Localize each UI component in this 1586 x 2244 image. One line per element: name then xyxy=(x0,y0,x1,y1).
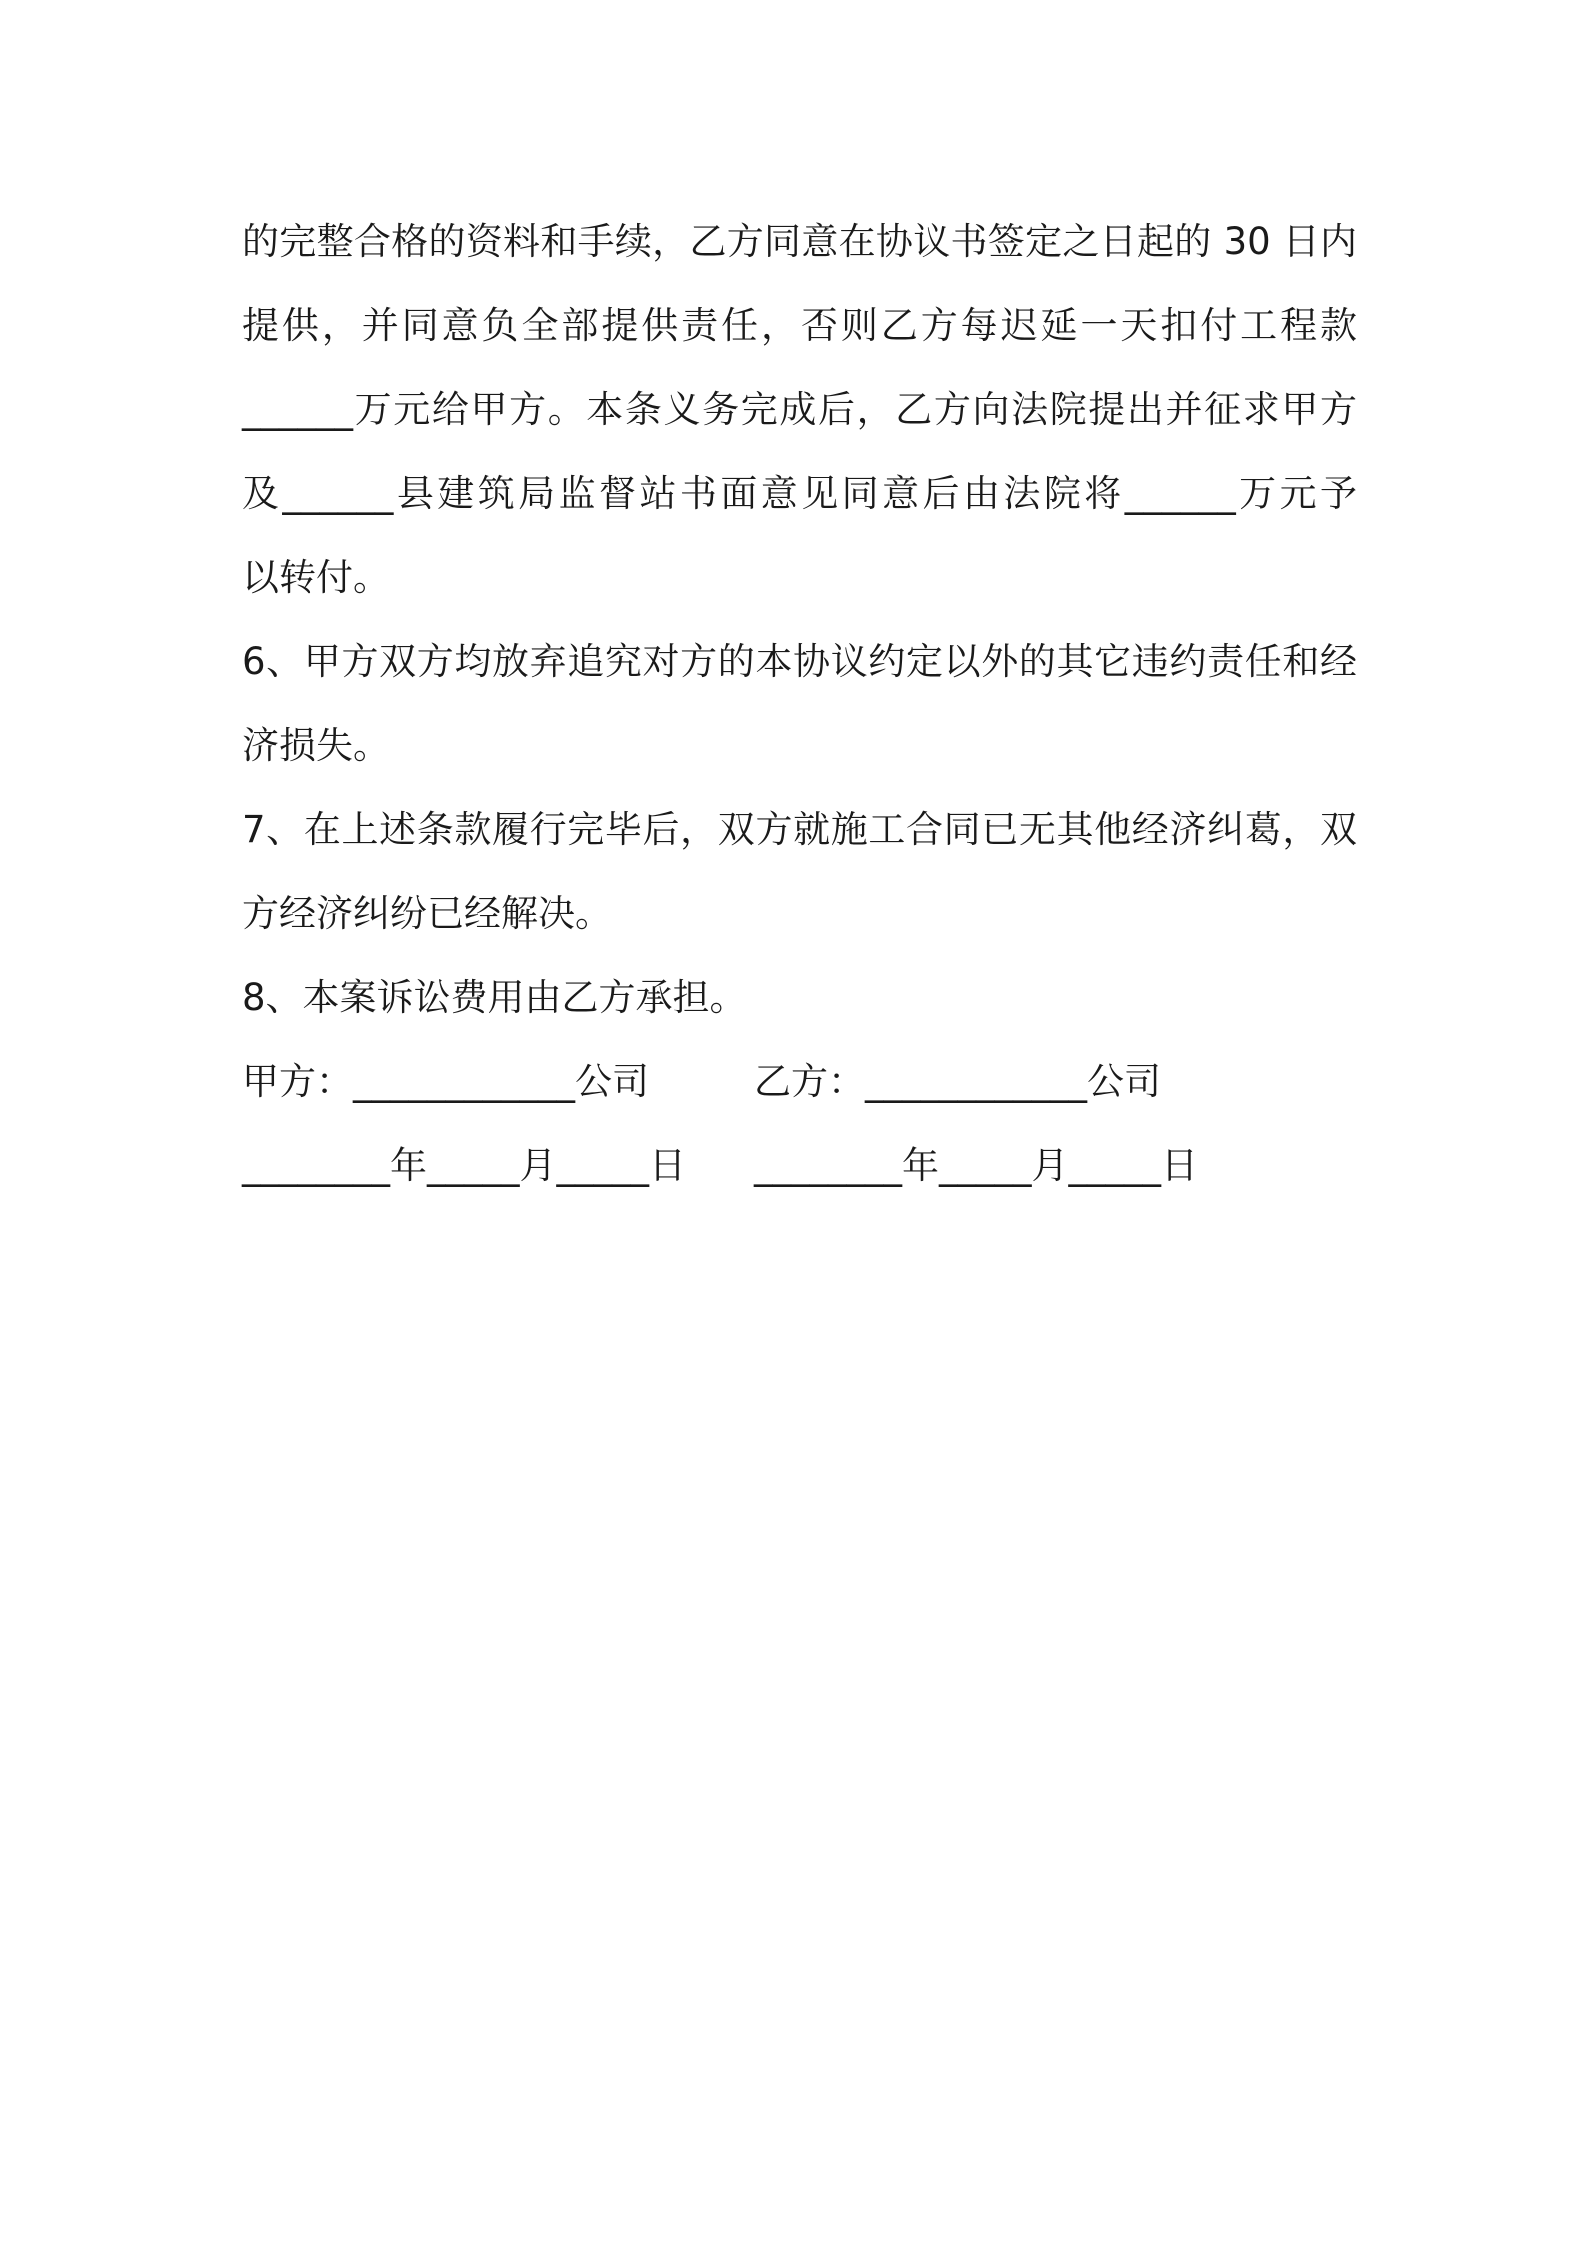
text-line: 济损失。 xyxy=(242,724,390,767)
text-line: 的完整合格的资料和手续，乙方同意在协议书签定之日起的 30 日内 xyxy=(242,220,1357,263)
party-b-date: ________年_____月_____日 xyxy=(754,1144,1198,1187)
text-line: 提供，并同意负全部提供责任，否则乙方每迟延一天扣付工程款 xyxy=(242,304,1357,347)
signature-parties-row xyxy=(242,1040,1357,1124)
clause-6: 6、甲方双方均放弃追究对方的本协议约定以外的其它违约责任和经 xyxy=(242,640,1357,683)
signature-dates-row xyxy=(242,1124,1357,1208)
party-b-signature: 乙方：____________公司 xyxy=(754,1060,1161,1103)
party-a-signature: 甲方：____________公司 xyxy=(242,1060,649,1103)
clause-8: 8、本案诉讼费用由乙方承担。 xyxy=(242,976,747,1019)
clause-7: 7、在上述条款履行完毕后，双方就施工合同已无其他经济纠葛，双 xyxy=(242,808,1357,851)
text-line: 以转付。 xyxy=(242,556,390,599)
text-line: ______万元给甲方。本条义务完成后，乙方向法院提出并征求甲方 xyxy=(242,388,1357,431)
text-line: 及______县建筑局监督站书面意见同意后由法院将______万元予 xyxy=(242,472,1357,515)
document-body xyxy=(242,200,1357,1208)
party-a-date: ________年_____月_____日 xyxy=(242,1144,686,1187)
text-line: 方经济纠纷已经解决。 xyxy=(242,892,612,935)
